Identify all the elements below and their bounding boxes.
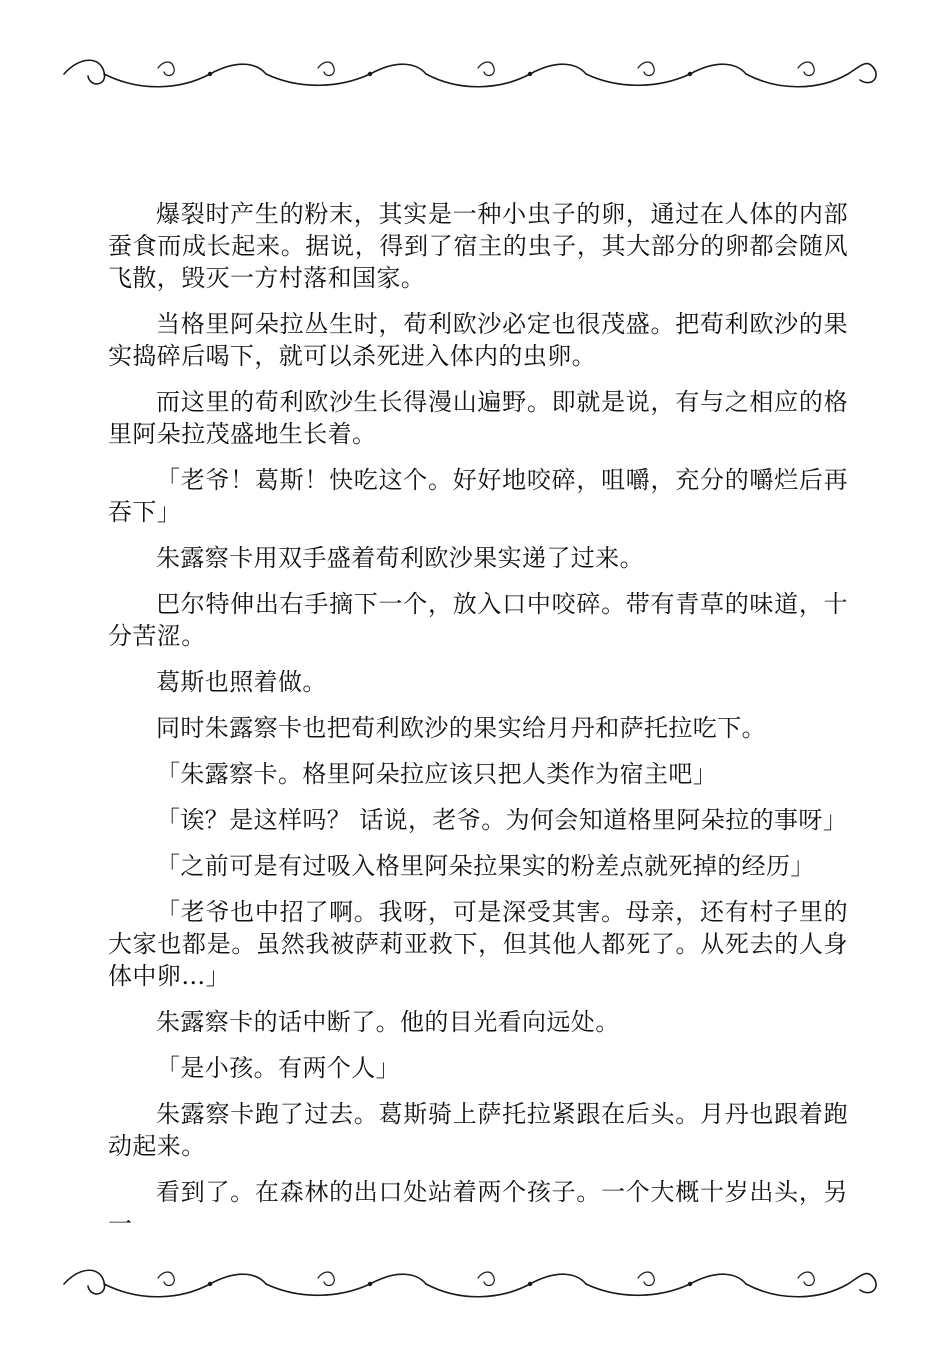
ornamental-border-bottom: [60, 1262, 892, 1306]
body-text: [108, 198, 848, 1254]
paragraph: 「朱露察卡。格里阿朵拉应该只把人类作为宿主吧」: [156, 760, 718, 788]
paragraph: 当格里阿朵拉丛生时，荀利欧沙必定也很茂盛。把荀利欧沙的果实捣碎后喝下，就可以杀死进入体内的虫卵。: [108, 310, 848, 370]
paragraph: 「诶？是这样吗？ 话说，老爷。为何会知道格里阿朵拉的事呀」: [156, 806, 848, 834]
paragraph: 「老爷！葛斯！快吃这个。好好地咬碎，咀嚼，充分的嚼烂后再吞下」: [108, 466, 848, 526]
paragraph: 「是小孩。有两个人」: [156, 1054, 400, 1082]
paragraph: 同时朱露察卡也把荀利欧沙的果实给月丹和萨托拉吃下。: [156, 714, 766, 742]
paragraph: 葛斯也照着做。: [156, 668, 327, 696]
paragraph: 「之前可是有过吸入格里阿朵拉果实的粉差点就死掉的经历」: [156, 852, 815, 880]
paragraph: 「老爷也中招了啊。我呀，可是深受其害。母亲，还有村子里的大家也都是。虽然我被萨莉亚救下，但其他人都死了。从死去的人身体中卵…」: [108, 898, 848, 990]
paragraph: 巴尔特伸出右手摘下一个，放入口中咬碎。带有青草的味道，十分苦涩。: [108, 590, 848, 650]
ornamental-border-top: [60, 52, 892, 96]
paragraph: 爆裂时产生的粉末，其实是一种小虫子的卵，通过在人体的内部蚕食而成长起来。据说，得到了宿主的虫子，其大部分的卵都会随风飞散，毁灭一方村落和国家。: [108, 200, 848, 292]
paragraph: 朱露察卡跑了过去。葛斯骑上萨托拉紧跟在后头。月丹也跟着跑动起来。: [108, 1100, 848, 1160]
paragraph: 而这里的荀利欧沙生长得漫山遍野。即就是说，有与之相应的格里阿朵拉茂盛地生长着。: [108, 388, 848, 448]
paragraph: 朱露察卡用双手盛着荀利欧沙果实递了过来。: [156, 544, 644, 572]
paragraph: 看到了。在森林的出口处站着两个孩子。一个大概十岁出头，另一: [108, 1178, 848, 1238]
paragraph: 朱露察卡的话中断了。他的目光看向远处。: [156, 1008, 620, 1036]
